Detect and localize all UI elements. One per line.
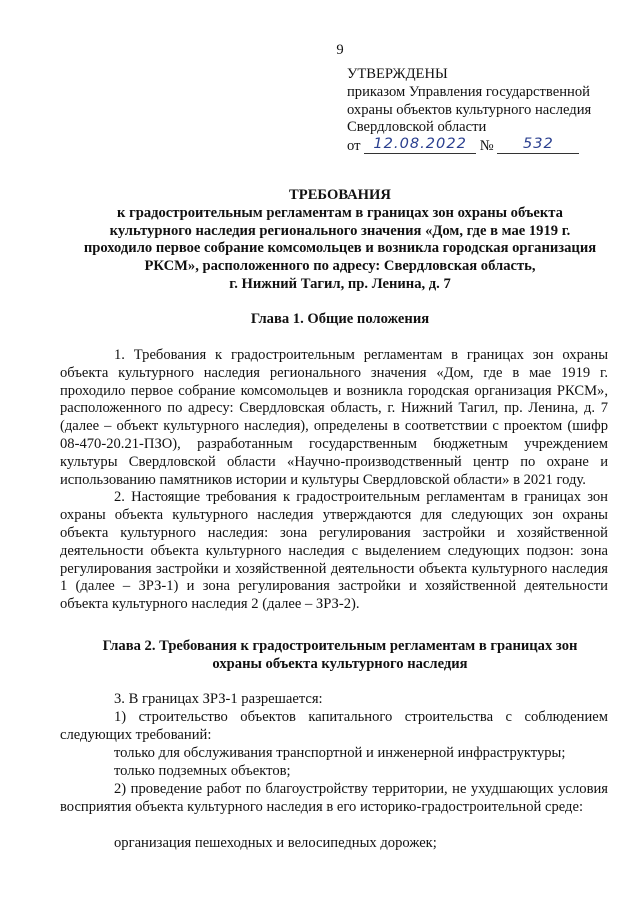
paragraph-2: 2. Настоящие требования к градостроительным регламентам в границах зон охраны объекта культурного наследия утверждаются для следующих зон охраны объекта культурного наследия: зона регулирования застройки и хозяйственной деятельности объекта культурного наследия с выделением следующих подзон: зона регулирования застройки и хозяйственной деятельности объекта культурного наследия 1 (далее – ЗРЗ-1) и зона регулирования застройки и хозяйственной деятельности объекта культурного наследия 2 (далее – ЗРЗ-2). <box>60 489 608 613</box>
chapter-1-heading: Глава 1. Общие положения <box>250 311 430 327</box>
paragraph-1: 1. Требования к градостроительным регламентам в границах зон охраны объекта культурного наследия регионального значения «Дом, где в мае 1919 г. проходило первое собрание комсомольцев и возникла городская организация РКСМ», расположенного по адресу: Свердловская область, г. Нижний Тагил, пр. Ленина, д. 7 (далее – объект культурного наследия), определены в соответствии с проектом (шифр 08-470-20.21-ПЗО), разработанным государственным бюджетным учреждением культуры Свердловской области «Научно-производственный центр по охране и использованию памятников истории и культуры Свердловской области» в 2021 году. <box>60 347 608 488</box>
title-line: проходило первое собрание комсомольцев и возникла городская организация <box>83 240 597 257</box>
item-3-2-a: организация пешеходных и велосипедных дорожек; <box>114 835 437 851</box>
approval-line: приказом Управления государственной <box>347 83 590 100</box>
approval-line: Свердловской области <box>347 119 487 136</box>
chapter-2-heading <box>60 638 620 674</box>
chapter-2-heading-line: охраны объекта культурного наследия <box>212 655 468 672</box>
number-prefix: № <box>479 138 494 155</box>
approval-heading: УТВЕРЖДЕНЫ <box>347 66 448 82</box>
chapter-2-heading-line: Глава 2. Требования к градостроительным регламентам в границах зон <box>102 638 578 654</box>
item-3-1-a: только для обслуживания транспортной и инженерной инфраструктуры; <box>114 745 566 761</box>
item-3: 3. В границах ЗРЗ-1 разрешается: <box>114 691 323 707</box>
approval-date-row <box>347 137 622 156</box>
approval-stamp <box>347 66 622 156</box>
title-line: г. Нижний Тагил, пр. Ленина, д. 7 <box>229 275 451 292</box>
title-line: к градостроительным регламентам в границах зон охраны объекта <box>117 204 563 221</box>
handwritten-date: 12.08.2022 <box>364 135 476 154</box>
title-line: ТРЕБОВАНИЯ <box>289 187 391 203</box>
document-title <box>60 187 620 294</box>
item-3-1: 1) строительство объектов капитального строительства с соблюдением следующих требований: <box>60 708 608 743</box>
chapter-1-body <box>60 347 608 614</box>
approval-line: охраны объектов культурного наследия <box>347 101 592 118</box>
handwritten-number: 532 <box>497 135 579 154</box>
date-prefix: от <box>347 138 361 155</box>
item-3-2: 2) проведение работ по благоустройству территории, не ухудшающих условия восприятия объекта культурного наследия в его историко-градостроительной среде: <box>60 781 608 815</box>
item-3-2-block <box>60 781 608 817</box>
page-number: 9 <box>336 42 344 58</box>
item-3-1-b: только подземных объектов; <box>114 763 291 779</box>
title-line: РКСМ», расположенного по адресу: Свердловская область, <box>144 258 536 275</box>
title-line: культурного наследия регионального значения «Дом, где в мае 1919 г. <box>109 222 571 239</box>
chapter-2-body <box>60 691 608 744</box>
